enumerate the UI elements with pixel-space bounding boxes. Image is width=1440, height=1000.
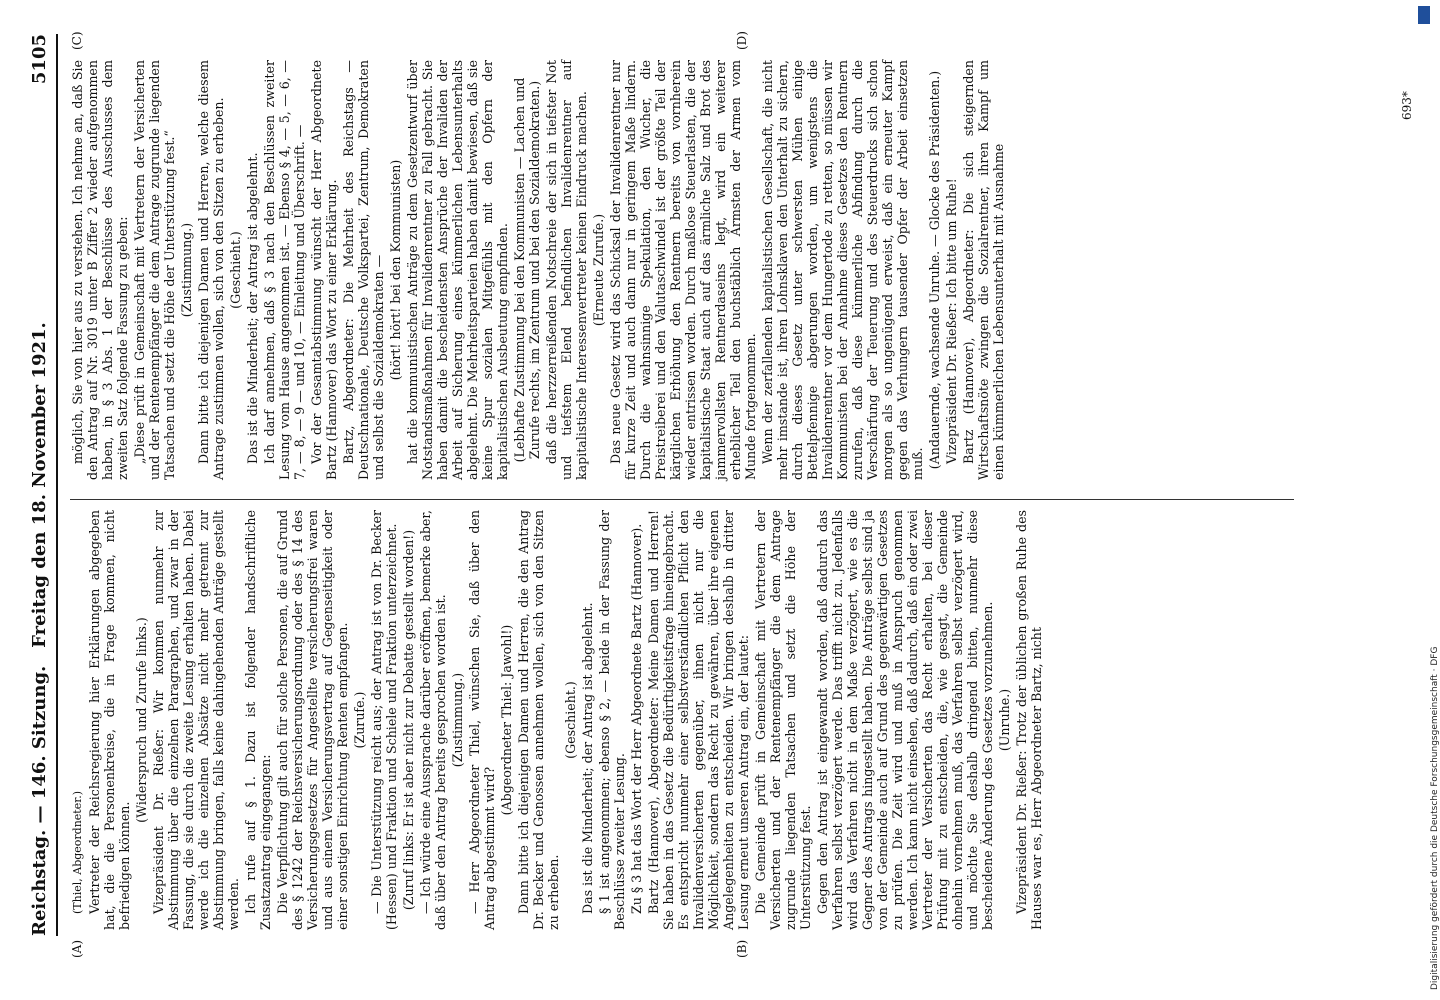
header-left: Reichstag. — 146. Sitzung.	[29, 665, 50, 936]
paragraph: (Widerspruch und Zurufe links.)	[134, 617, 149, 823]
paragraph: Zu § 3 hat das Wort der Herr Abgeordnete Bartz (Hannover).	[629, 523, 644, 914]
paragraph: Gegen den Antrag ist eingewandt worden, daß dadurch das Verfahren selbst verzögert werde. Das trifft nicht zu. Jedenfalls wird das Verfahren nicht in dem Maße verzögert, wie es die Gegner des Antrags hingestellt haben. Die Anträge selbst sind ja von der Gemeinde auch auf Grund des gegenwärtigen Gesetzes zu prüfen. Die Zeit wird und muß in Anspruch genommen werden. Ich kann nicht einsehen, daß dadurch, daß ein oder zwei Vertreter der Versicherten das Recht erhalten, bei dieser Prüfung mit zu entscheiden, die, wie gesagt, die Gemeinde ohnehin vornehmen muß, das Verfahren selbst verzögert wird, und möchte Sie deshalb dringend bitten, nunmehr diese bescheidene Änderung des Gesetzes vorzunehmen.	[815, 510, 995, 930]
paragraph: Das ist die Minderheit; der Antrag ist abgelehnt.	[245, 152, 260, 464]
paragraph: (Geschieht.)	[228, 231, 243, 309]
paragraph: Vizepräsident Dr. Rießer: Wir kommen nunmehr zur Abstimmung über die einzelnen Paragraphen, und zwar in der Fassung, die sie durch die zweite Lesung erhalten haben. Dabei werde ich die einzelnen Absätze nicht mehr getrennt zur Abstimmung bringen, falls keine dahingehenden Anträge gestellt werden.	[151, 510, 241, 930]
paragraph: daß die herzzerreißenden Notschreie der sich in tiefster Not und tiefstem Elend befindlichen Invalidenrentner auf kapitalistische Interessenvertreter keinen Eindruck machen.	[544, 60, 589, 480]
paragraph: „Diese prüft in Gemeinschaft mit Vertretern der Versicherten und der Rentenempfänger die dem Antrage zugrunde liegenden Tatsachen und setzt die Höhe der Unterstützung fest.“	[132, 60, 177, 480]
digitization-stamp: Digitalisierung gefördert durch die Deutsche Forschungsgemeinschaft · DFG	[1430, 646, 1440, 990]
paragraph: Bartz (Hannover), Abgeordneter: Die sich steigernden Wirtschaftsnöte zwingen die Sozialrentner, ihren Kampf um einen kümmerlichen Lebensunterhalt mit Ausnahme	[961, 60, 1006, 480]
paragraph: hat die kommunistischen Anträge zu dem Gesetzentwurf über Notstandsmaßnahmen für Invalidenrentner zu Fall gebracht. Sie haben damit die bescheidensten Ansprüche der Invaliden der Arbeit auf Sicherung eines kümmerlichen Lebensunterhalts abgelehnt. Die Mehrheitsparteien haben damit bewiesen, daß sie keine Spur sozialen Mitgefühls mit den Opfern der kapitalistischen Ausbeutung empfinden.	[405, 60, 510, 480]
paragraph: — Ich würde eine Aussprache darüber eröffnen, bemerke aber, daß über den Antrag bereits gesprochen worden ist.	[418, 510, 448, 930]
paragraph: (Erneute Zurufe.)	[591, 213, 606, 327]
right-column	[70, 60, 1008, 480]
paragraph: Das neue Gesetz wird das Schicksal der Invalidenrentner nur für kurze Zeit und auch dann nur in geringem Maße lindern. Durch die wahnsinnige Spekulation, den Wucher, die Preistreiberei und den Valutaschwindel ist der größte Teil der kärglichen Erhöhung den Rentnern bereits von vornherein wieder entrissen worden. Durch maßlose Steuerlasten, die der kapitalistische Staat auch auf das ärmliche Salz und Brot des jammervollsten Rentnerdaseins legt, wird ein weiterer erheblicher Teil den buchstäblich Ärmsten der Armen vom Munde fortgenommen.	[608, 60, 758, 480]
margin-mark-c: (C)	[70, 31, 84, 50]
paragraph: (hört! hört! bei den Kommunisten)	[388, 159, 403, 381]
margin-mark-b: (B)	[735, 939, 749, 958]
paragraph: (Unruhe.)	[997, 688, 1012, 752]
paragraph: Vizepräsident Dr. Rießer: Ich bitte um Ruhe!	[944, 178, 959, 464]
paragraph: (Zustimmung.)	[450, 672, 465, 768]
paragraph: möglich, Sie von hier aus zu verstehen. Ich nehme an, daß Sie den Antrag auf Nr. 3019 unter B Ziffer 2 wieder aufgenommen haben, in § 3 Abs. 1 der Beschlüsse des Ausschusses dem zweiten Satz folgende Fassung zu geben:	[70, 60, 130, 480]
paragraph: (Abgeordneter Thiel: Jawohl!)	[499, 624, 514, 816]
header-page-number: 5105	[29, 34, 50, 85]
paragraph: (Andauernde, wachsende Unruhe. — Glocke des Präsidenten.)	[927, 70, 942, 470]
paragraph: Dann bitte ich diejenigen Damen und Herren, die den Antrag Dr. Becker und Genossen annehmen wollen, sich von den Sitzen zu erheben.	[516, 510, 561, 930]
paragraph: Die Verpflichtung gilt auch für solche Personen, die auf Grund des § 1242 der Reichsversicherungsordnung oder des § 14 des Versicherungsgesetzes für Angestellte versicherungsfrei waren und aus einem Versicherungsvertrag auf Gegenseitigkeit oder einer sonstigen Einrichtung Renten empfangen.	[275, 510, 350, 930]
header-date: Freitag den 18. November 1921.	[29, 322, 50, 648]
page-header	[16, 34, 58, 936]
paragraph: § 1 ist angenommen; ebenso § 2, — beide in der Fassung der Beschlüsse zweiter Lesung.	[597, 510, 627, 930]
paragraph: (Zurufe.)	[352, 691, 367, 749]
footer-page-number: 693*	[1400, 91, 1414, 120]
paragraph: — Die Unterstützung reicht aus; der Antrag ist von Dr. Becker (Hessen) und Fraktion und Schiele und Fraktion unterzeichnet.	[369, 510, 399, 930]
paragraph: Die Gemeinde prüft in Gemeinschaft mit Vertretern der Versicherten und der Rentenempfänger die dem Antrage zugrunde liegenden Tatsachen und setzt die Höhe der Unterstützung fest.	[753, 510, 813, 930]
paragraph: Vor der Gesamtabstimmung wünscht der Herr Abgeordnete Bartz (Hannover) das Wort zu einer Erklärung.	[309, 60, 339, 480]
paragraph: Wenn der zerfallenden kapitalistischen Gesellschaft, die nicht mehr imstande ist, ihren Lohnsklaven den Unterhalt zu sichern, durch dieses Gesetz unter schwersten Mühen einige Bettelpfennige abgerungen worden, um wenigstens die Invalidenrentner vor dem Hungertode zu retten, so müssen wir Kommunisten bei der Annahme dieses Gesetzes den Rentnern zurufen, daß diese kümmerliche Abfindung durch die Verschärfung der Teuerung und des Steuerdrucks sich schon morgen als so ungenügend erweist, daß ein erneuter Kampf gegen das Verhungern tausender Opfer der Arbeit einsetzen muß.	[760, 60, 925, 480]
dfg-logo	[1418, 6, 1430, 24]
paragraph: (Thiel, Abgeordneter.)	[71, 790, 84, 914]
paragraph: — Herr Abgeordneter Thiel, wünschen Sie, daß über den Antrag abgestimmt wird?	[467, 510, 497, 930]
paragraph: (Zuruf links: Er ist aber nicht zur Debatte gestellt worden!)	[401, 529, 416, 911]
margin-mark-a: (A)	[70, 939, 84, 958]
margin-mark-d: (D)	[735, 31, 749, 50]
paragraph: Das ist die Minderheit; der Antrag ist abgelehnt.	[580, 602, 595, 914]
paragraph: (Lebhafte Zustimmung bei den Kommunisten — Lachen und Zurufe rechts, im Zentrum und bei den Sozialdemokraten.)	[512, 77, 542, 463]
paragraph: Vizepräsident Dr. Rießer: Trotz der üblichen großen Ruhe des Hauses war es, Herr Abgeordneter Bartz, nicht	[1014, 510, 1044, 930]
left-column	[70, 510, 1046, 930]
paragraph: Ich darf annehmen, daß § 3 nach den Beschlüssen zweiter Lesung vom Hause angenommen ist. — Ebenso § 4, — 5, — 6, — 7, — 8, — 9 — und 10, — Einleitung und Überschrift. —	[262, 60, 307, 480]
paragraph: (Zustimmung.)	[179, 222, 194, 318]
column-divider	[70, 499, 1294, 500]
paragraph: Bartz, Abgeordneter: Die Mehrheit des Reichstags — Deutschnationale, Deutsche Volkspartei, Zentrum, Demokraten und selbst die Sozialdemokraten —	[341, 60, 386, 480]
paragraph: Vertreter der Reichsregierung hier Erklärungen abgegeben hat, die die Personenkreise, die in Frage kommen, nicht befriedigen können.	[87, 510, 132, 930]
paragraph: Bartz (Hannover), Abgeordneter: Meine Damen und Herren! Sie haben in das Gesetz die Bedürftigkeitsfrage hineingebracht. Es entspricht nunmehr einer selbstverständlichen Pflicht den Invalidenversicherten gegenüber, ihnen nicht nur die Möglichkeit, sondern das Recht zu gewähren, über ihre eigenen Angelegenheiten zu entscheiden. Wir bringen deshalb in dritter Lesung erneut unseren Antrag ein, der lautet:	[646, 510, 751, 930]
paragraph: Ich rufe auf § 1. Dazu ist folgender handschriftliche Zusatzantrag eingegangen:	[243, 510, 273, 930]
paragraph: (Geschieht.)	[563, 681, 578, 759]
paragraph: Dann bitte ich diejenigen Damen und Herren, welche diesem Antrage zustimmen wollen, sich von den Sitzen zu erheben.	[196, 60, 226, 480]
